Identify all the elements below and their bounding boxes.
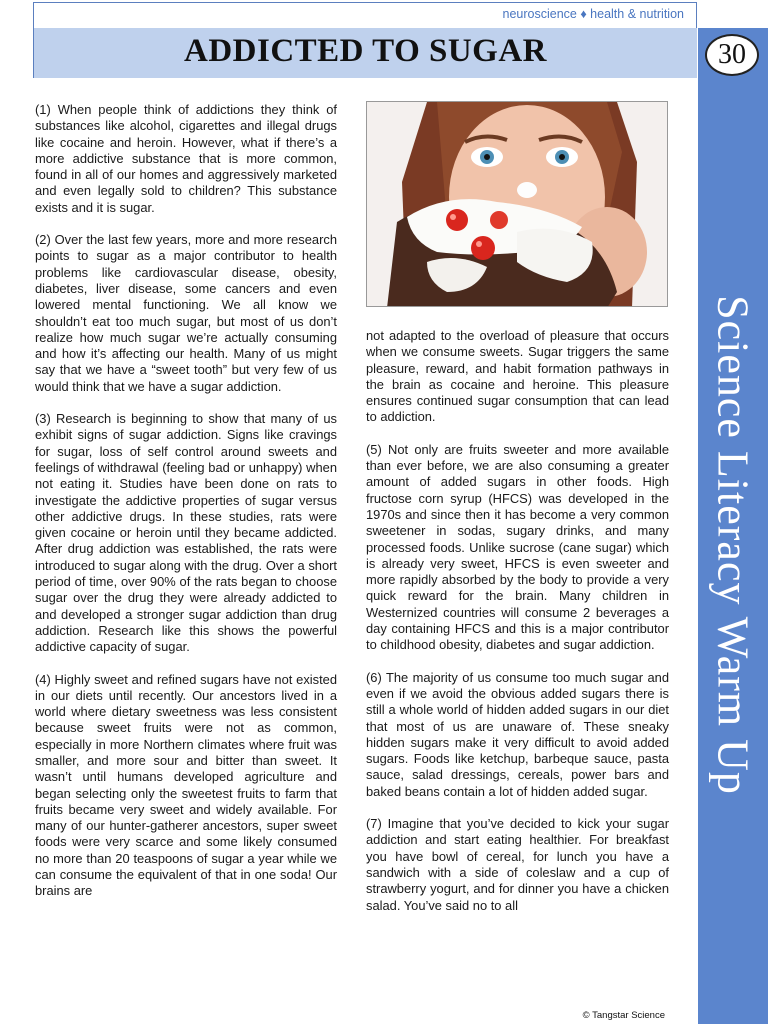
paragraph-1: (1) When people think of addictions they think of substances like alcohol, cigarettes and illegal drugs like cocaine and heroin. However, what if there’s a more addictive substance that is more common, found in all of our homes and aggressively marketed and even legally sold to children? This substance exists and it is sugar. [35, 102, 337, 215]
title-bar [33, 28, 697, 78]
paragraph-2: (2) Over the last few years, more and more research points to sugar as a major contributor to health problems like cardiovascular disease, obesity, diabetes, liver disease, some cancers and even lowered mental functioning. We all know we shouldn’t eat too much sugar, but most of us don’t realize how much sugar we’re actually consuming and how it’s affecting our health. Many of us might say that we have a “sweet tooth” but very few of us would think that we have a sugar addiction. [35, 232, 337, 394]
paragraph-6: (6) The majority of us consume too much sugar and even if we avoid the obvious added sugars there is still a whole world of hidden added sugars in our diet that most of us are unaware of. These sneaky hidden sugars make it very difficult to avoid added sugars. Foods like ketchup, barbeque sauce, pasta sauce, salad dressings, cereals, power bars and baked beans contain a lot of hidden added sugar. [366, 669, 669, 799]
copyright-notice: © Tangstar Science [582, 1010, 665, 1021]
text-column-left [35, 102, 337, 916]
photo-woman-eating-cake-icon [366, 101, 668, 307]
header-frame [33, 2, 697, 28]
text-column-right [366, 328, 669, 930]
page-title: ADDICTED TO SUGAR [183, 33, 548, 69]
category-label: neuroscience ♦ health & nutrition [502, 7, 684, 21]
paragraph-4-continued: not adapted to the overload of pleasure that occurs when we consume sweets. Sugar triggers the same pleasure, reward, and habit formation pathways in the brain as cocaine and heroine. This pleasure ensures continued sugar consumption that can lead to addiction. [366, 328, 669, 425]
paragraph-3: (3) Research is beginning to show that many of us exhibit signs of sugar addiction. Signs like cravings for sugar, loss of self control around sweets and feelings of withdrawal (feeling bad or unhappy) when not eating it. Studies have been done on rats to investigate the addictive properties of sugar versus other addictive drugs. In these studies, rats were given cocaine or heroin until they became addicted. After drug addiction was established, the rats were introduced to sugar along with the drug. Over a short period of time, over 90% of the rats began to choose sugar over the drug they were already addicted to and developed a stronger sugar addiction than drug addiction. Research like this shows the powerful addictive capacity of sugar. [35, 411, 337, 655]
paragraph-5: (5) Not only are fruits sweeter and more available than ever before, we are also consuming a greater amount of added sugars in other foods. High fructose corn syrup (HFCS) was developed in the 1970s and since then it has become a very common sweetener in sodas, sugary drinks, and many processed foods. Unlike sucrose (cane sugar) which is already very sweet, HFCS is even sweeter and more rapidly absorbed by the body to provide a very quick reward for the brain. Many children in Westernized countries will consume 2 beverages a day containing HFCS and this is a major contributor to childhood obesity, diabetes and sugar addiction. [366, 441, 669, 653]
series-title: Science Literacy Warm Up [708, 295, 758, 795]
paragraph-4: (4) Highly sweet and refined sugars have not existed in our diets until recently. Our ancestors lived in a world where dietary sweetness was less consistent because sweet fruits were not as common, especially in more Northern climates where fruit was smaller, and more sour and bitter than sweet. It wasn’t until humans developed agriculture and began selecting only the sweetest fruits to farm that fruits became very sweet and widely available. For many of our hunter-gatherer ancestors, super sweet foods were very scarce and some likely consumed no more than 20 teaspoons of sugar a year while we can consume the equivalent of that in one soda! Our brains are [35, 671, 337, 899]
sidebar-top-gap [698, 0, 768, 28]
lesson-number-badge: 30 [705, 34, 759, 76]
paragraph-7: (7) Imagine that you’ve decided to kick your sugar addiction and start eating healthier. For breakfast you have bowl of cereal, for lunch you have a sandwich with a side of coleslaw and a cup of strawberry yogurt, and for dinner you have a chicken salad. You’ve said no to all [366, 816, 669, 913]
